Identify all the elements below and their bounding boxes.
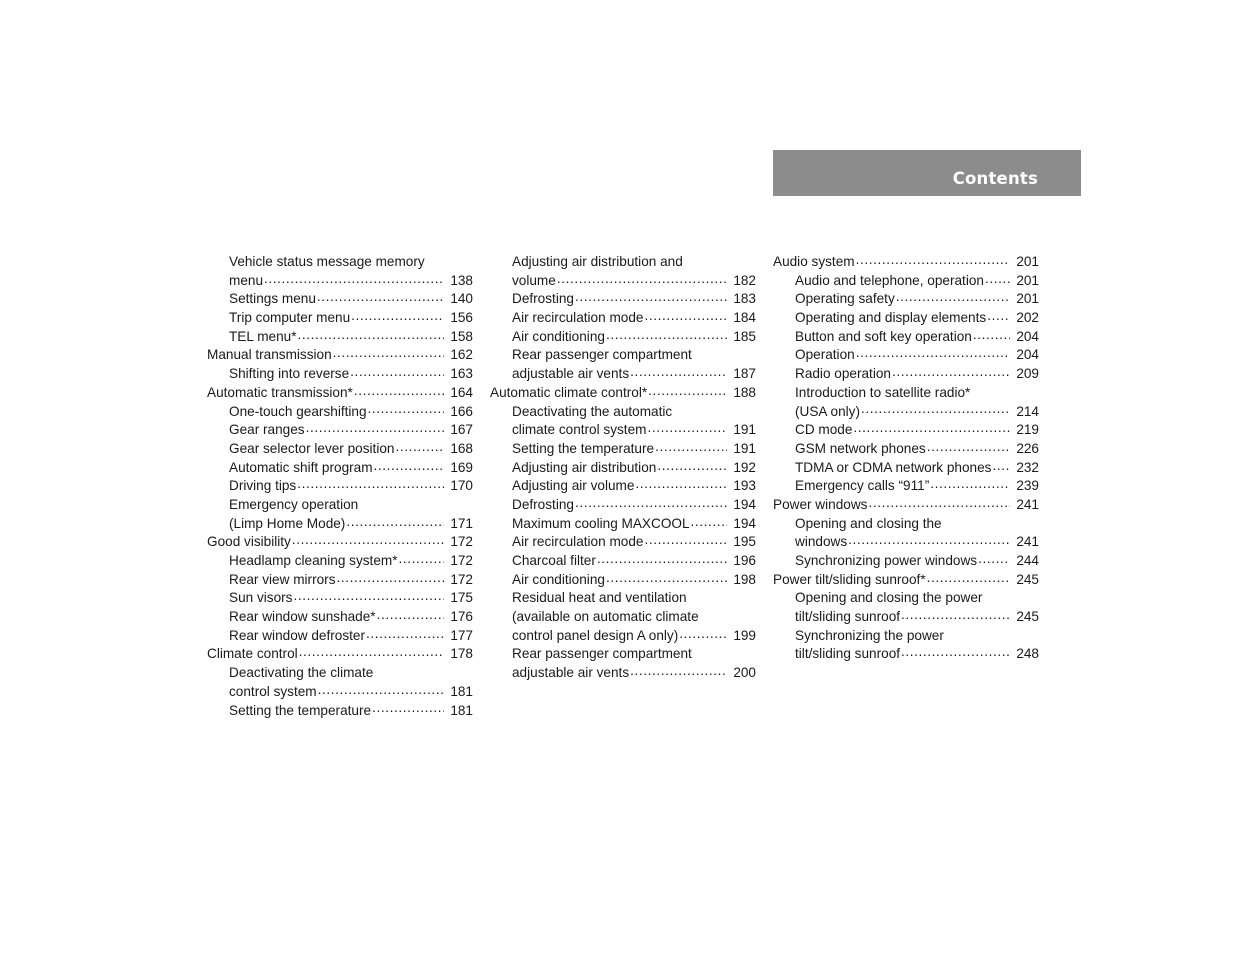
index-column-2 [490, 253, 756, 683]
index-entry[interactable] [490, 440, 756, 459]
entry-title: Charcoal filter [512, 553, 596, 568]
page-number: 172 [445, 533, 473, 552]
dot-leader [927, 571, 1010, 590]
page-number: 184 [728, 309, 756, 328]
entry-title: Opening and closing the power [795, 590, 983, 606]
index-entry[interactable] [207, 309, 473, 328]
entry-title: Air conditioning [512, 328, 605, 344]
index-entry[interactable] [207, 365, 473, 384]
entry-title: Trip computer menu [229, 310, 351, 326]
entry-title: Adjusting air volume [512, 478, 635, 494]
entry-title: tilt/sliding sunroof [795, 609, 901, 625]
dot-leader [896, 290, 1010, 309]
entry-title: TDMA or CDMA network phones [795, 459, 992, 475]
entry-title: Air recirculation mode [512, 534, 644, 550]
index-entry[interactable] [207, 328, 473, 347]
dot-leader [927, 440, 1010, 459]
index-entry[interactable] [773, 346, 1039, 365]
index-entry[interactable] [490, 571, 756, 590]
entry-title: adjustable air vents [512, 366, 630, 382]
dot-leader [644, 533, 727, 552]
page-number: 204 [1011, 328, 1039, 347]
dot-leader [368, 403, 444, 422]
index-entry[interactable] [773, 328, 1039, 347]
dot-leader [306, 421, 444, 440]
entry-title: Emergency calls “911” [795, 478, 930, 494]
index-entry [773, 384, 1039, 403]
dot-leader [575, 496, 727, 515]
dot-leader [350, 365, 444, 384]
entry-title: Maximum cooling MAXCOOL [512, 515, 690, 531]
page-number: 199 [728, 627, 756, 646]
entry-title: Defrosting [512, 496, 574, 512]
page-number: 241 [1011, 533, 1039, 552]
page-number: 241 [1011, 496, 1039, 515]
page-number: 175 [445, 589, 473, 608]
entry-title: Power tilt/sliding sunroof* [773, 571, 926, 587]
index-entry[interactable] [207, 384, 473, 403]
entry-title: tilt/sliding sunroof [795, 646, 901, 662]
dot-leader [317, 290, 444, 309]
index-entry[interactable] [207, 552, 473, 571]
entry-title: Opening and closing the [795, 515, 942, 531]
page-number: 245 [1011, 608, 1039, 627]
page-number: 201 [1011, 272, 1039, 291]
page-number: 191 [728, 421, 756, 440]
dot-leader [606, 328, 727, 347]
dot-leader [346, 515, 444, 534]
page-number: 164 [445, 384, 473, 403]
index-entry[interactable] [207, 589, 473, 608]
index-entry[interactable] [207, 459, 473, 478]
dot-leader [372, 702, 444, 721]
entry-title: Rear passenger compartment [512, 347, 692, 363]
dot-leader [630, 365, 727, 384]
dot-leader [978, 552, 1010, 571]
index-entry[interactable] [490, 365, 756, 384]
dot-leader [630, 664, 727, 683]
dot-leader [399, 552, 445, 571]
entry-title: control panel design A only) [512, 627, 679, 643]
page-number: 156 [445, 309, 473, 328]
index-entry [207, 496, 473, 515]
index-entry[interactable] [490, 272, 756, 291]
index-entry[interactable] [773, 496, 1039, 515]
index-entry[interactable] [207, 533, 473, 552]
entry-title: Automatic shift program [229, 459, 373, 475]
index-entry[interactable] [773, 533, 1039, 552]
index-entry [490, 608, 756, 627]
index-entry[interactable] [490, 627, 756, 646]
entry-title: Manual transmission [207, 347, 332, 363]
page-title: Contents [952, 169, 1038, 188]
dot-leader [985, 272, 1010, 291]
dot-leader [597, 552, 727, 571]
index-entry[interactable] [773, 459, 1039, 478]
entry-title: Deactivating the climate [229, 665, 374, 681]
page-number: 202 [1011, 309, 1039, 328]
index-entry [773, 589, 1039, 608]
index-entry[interactable] [773, 608, 1039, 627]
index-entry[interactable] [207, 346, 473, 365]
index-entry[interactable] [773, 309, 1039, 328]
entry-title: Synchronizing power windows [795, 553, 978, 568]
dot-leader [856, 253, 1010, 272]
entry-title: menu [229, 272, 264, 288]
index-entry[interactable] [207, 272, 473, 291]
page-number: 219 [1011, 421, 1039, 440]
page-number: 195 [728, 533, 756, 552]
index-entry [207, 664, 473, 683]
entry-title: Radio operation [795, 366, 891, 382]
page-number: 172 [445, 552, 473, 571]
index-entry[interactable] [490, 459, 756, 478]
index-entry[interactable] [207, 702, 473, 721]
dot-leader [856, 346, 1010, 365]
entry-title: Shifting into reverse [229, 366, 350, 382]
entry-title: (Limp Home Mode) [229, 515, 346, 531]
page-number: 192 [728, 459, 756, 478]
entry-title: Setting the temperature [229, 702, 372, 718]
entry-title: control system [229, 683, 317, 699]
entry-title: Audio system [773, 254, 855, 269]
entry-title: Rear view mirrors [229, 571, 336, 587]
index-column-3 [773, 253, 1039, 664]
entry-title: One-touch gearshifting [229, 403, 367, 419]
entry-title: Defrosting [512, 291, 574, 307]
page-number: 176 [445, 608, 473, 627]
entry-title: Button and soft key operation [795, 328, 972, 344]
dot-leader [297, 477, 444, 496]
index-entry [773, 515, 1039, 534]
page-number: 178 [445, 645, 473, 664]
entry-title: Air conditioning [512, 571, 605, 587]
entry-title: GSM network phones [795, 440, 926, 456]
entry-title: Air recirculation mode [512, 310, 644, 326]
page-number: 194 [728, 496, 756, 515]
entry-title: Rear passenger compartment [512, 646, 692, 662]
index-entry[interactable] [773, 365, 1039, 384]
dot-leader [868, 496, 1010, 515]
page-number: 201 [1011, 290, 1039, 309]
entry-title: Operation [795, 347, 855, 363]
page-number: 182 [728, 272, 756, 291]
dot-leader [648, 384, 727, 403]
entry-title: Good visibility [207, 534, 291, 550]
index-entry [490, 403, 756, 422]
page-number: 194 [728, 515, 756, 534]
dot-leader [973, 328, 1010, 347]
dot-leader [377, 608, 444, 627]
index-entry[interactable] [490, 552, 756, 571]
index-entry[interactable] [207, 571, 473, 590]
dot-leader [318, 683, 444, 702]
entry-title: Driving tips [229, 478, 297, 494]
index-entry[interactable] [207, 515, 473, 534]
dot-leader [635, 477, 727, 496]
entry-title: CD mode [795, 422, 853, 438]
dot-leader [647, 421, 727, 440]
entry-title: adjustable air vents [512, 665, 630, 681]
index-entry [773, 627, 1039, 646]
entry-title: Gear ranges [229, 422, 305, 438]
page-number: 181 [445, 702, 473, 721]
page-number: 163 [445, 365, 473, 384]
page-number: 188 [728, 384, 756, 403]
entry-title: Emergency operation [229, 496, 359, 512]
index-entry[interactable] [773, 571, 1039, 590]
entry-title: Headlamp cleaning system* [229, 553, 398, 568]
page-number: 170 [445, 477, 473, 496]
page-number: 201 [1011, 253, 1039, 272]
page-number: 166 [445, 403, 473, 422]
index-entry[interactable] [490, 328, 756, 347]
dot-leader [395, 440, 444, 459]
index-entry [207, 253, 473, 272]
entry-title: Sun visors [229, 590, 293, 606]
index-entry [490, 346, 756, 365]
dot-leader [557, 272, 727, 291]
entry-title: Adjusting air distribution [512, 459, 657, 475]
index-entry[interactable] [207, 477, 473, 496]
dot-leader [366, 627, 444, 646]
entry-title: Power windows [773, 496, 868, 512]
index-entry[interactable] [773, 552, 1039, 571]
page-number: 214 [1011, 403, 1039, 422]
entry-title: Rear window sunshade* [229, 609, 376, 625]
entry-title: Synchronizing the power [795, 627, 944, 643]
dot-leader [264, 272, 444, 291]
dot-leader [901, 645, 1010, 664]
page-number: 168 [445, 440, 473, 459]
dot-leader [299, 645, 444, 664]
page-number: 244 [1011, 552, 1039, 571]
dot-leader [606, 571, 727, 590]
index-entry[interactable] [207, 627, 473, 646]
entry-title: (available on automatic climate [512, 609, 699, 625]
entry-title: Adjusting air distribution and [512, 254, 683, 269]
entry-title: volume [512, 272, 556, 288]
page-number: 185 [728, 328, 756, 347]
entry-title: Rear window defroster [229, 627, 365, 643]
index-entry[interactable] [207, 645, 473, 664]
page-number: 187 [728, 365, 756, 384]
index-entry[interactable] [207, 403, 473, 422]
entry-title: Climate control [207, 646, 298, 662]
page-number: 198 [728, 571, 756, 590]
dot-leader [333, 346, 444, 365]
index-entry [490, 253, 756, 272]
page-number: 140 [445, 290, 473, 309]
dot-leader [337, 571, 445, 590]
entry-title: Residual heat and ventilation [512, 590, 687, 606]
dot-leader [374, 459, 444, 478]
dot-leader [861, 403, 1010, 422]
entry-title: Operating and display elements [795, 310, 987, 326]
index-entry[interactable] [490, 309, 756, 328]
page-number: 167 [445, 421, 473, 440]
page-number: 181 [445, 683, 473, 702]
index-entry[interactable] [207, 683, 473, 702]
page-number: 204 [1011, 346, 1039, 365]
page-number: 171 [445, 515, 473, 534]
index-entry[interactable] [773, 403, 1039, 422]
entry-title: TEL menu* [229, 328, 297, 344]
dot-leader [992, 459, 1010, 478]
index-entry[interactable] [773, 272, 1039, 291]
index-entry[interactable] [207, 608, 473, 627]
index-entry[interactable] [490, 496, 756, 515]
dot-leader [853, 421, 1010, 440]
index-entry[interactable] [773, 421, 1039, 440]
page-number: 162 [445, 346, 473, 365]
entry-title: Setting the temperature [512, 440, 655, 456]
page-number: 196 [728, 552, 756, 571]
dot-leader [657, 459, 727, 478]
index-entry[interactable] [773, 440, 1039, 459]
entry-title: Settings menu [229, 291, 316, 307]
dot-leader [691, 515, 727, 534]
page-number: 226 [1011, 440, 1039, 459]
entry-title: (USA only) [795, 403, 860, 419]
index-entry[interactable] [490, 515, 756, 534]
entry-title: Automatic transmission* [207, 384, 353, 400]
dot-leader [292, 533, 444, 552]
page-number: 169 [445, 459, 473, 478]
page-number: 172 [445, 571, 473, 590]
page-number: 138 [445, 272, 473, 291]
page-number: 232 [1011, 459, 1039, 478]
entry-title: Deactivating the automatic [512, 403, 673, 419]
page-number: 239 [1011, 477, 1039, 496]
dot-leader [930, 477, 1010, 496]
index-entry[interactable] [490, 421, 756, 440]
page-number: 209 [1011, 365, 1039, 384]
dot-leader [987, 309, 1010, 328]
entry-title: windows [795, 534, 848, 550]
dot-leader [892, 365, 1010, 384]
dot-leader [679, 627, 727, 646]
dot-leader [354, 384, 444, 403]
page-number: 191 [728, 440, 756, 459]
page-number: 193 [728, 477, 756, 496]
index-entry[interactable] [490, 664, 756, 683]
dot-leader [644, 309, 727, 328]
dot-leader [655, 440, 727, 459]
entry-title: Introduction to satellite radio* [795, 384, 971, 400]
dot-leader [901, 608, 1010, 627]
dot-leader [351, 309, 444, 328]
index-entry[interactable] [207, 440, 473, 459]
index-entry[interactable] [773, 253, 1039, 272]
dot-leader [298, 328, 445, 347]
index-entry[interactable] [490, 477, 756, 496]
entry-title: Audio and telephone, operation [795, 272, 984, 288]
index-entry[interactable] [207, 290, 473, 309]
page-number: 158 [445, 328, 473, 347]
contents-header-bar [773, 150, 1081, 196]
index-entry[interactable] [773, 290, 1039, 309]
index-entry[interactable] [207, 421, 473, 440]
index-entry[interactable] [490, 533, 756, 552]
index-column-1 [207, 253, 473, 720]
index-entry [490, 589, 756, 608]
page-number: 200 [728, 664, 756, 683]
dot-leader [848, 533, 1010, 552]
index-entry[interactable] [490, 384, 756, 403]
entry-title: Gear selector lever position [229, 440, 395, 456]
index-entry [490, 645, 756, 664]
dot-leader [293, 589, 444, 608]
index-entry[interactable] [773, 477, 1039, 496]
page-number: 245 [1011, 571, 1039, 590]
entry-title: Automatic climate control* [490, 384, 648, 400]
entry-title: Vehicle status message memory [229, 254, 425, 269]
index-entry[interactable] [773, 645, 1039, 664]
dot-leader [575, 290, 727, 309]
entry-title: Operating safety [795, 291, 895, 307]
entry-title: climate control system [512, 422, 647, 438]
index-entry[interactable] [490, 290, 756, 309]
page-number: 183 [728, 290, 756, 309]
page-number: 248 [1011, 645, 1039, 664]
page-number: 177 [445, 627, 473, 646]
